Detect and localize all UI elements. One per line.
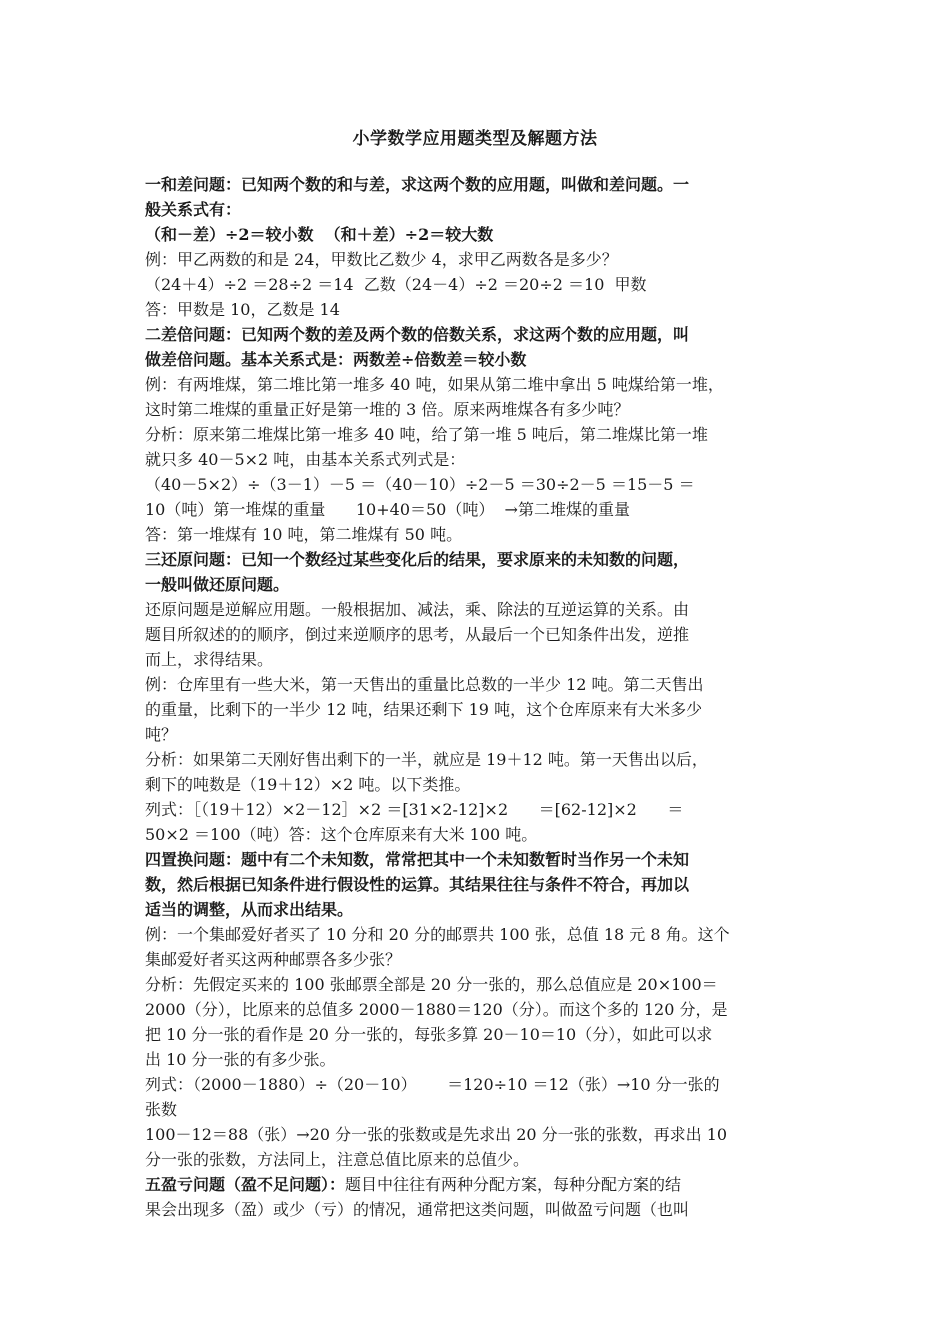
text-line <box>145 1172 813 1197</box>
text-line <box>145 647 813 672</box>
body-text: 出 10 分一张的有多少张。 <box>145 1050 336 1069</box>
text-line <box>145 672 813 697</box>
text-line <box>145 1047 813 1072</box>
body-text: 就只多 40－5×2 吨，由基本关系式列式是： <box>145 450 466 469</box>
body-text: 2000（分），比原来的总值多 2000－1880＝120（分）。而这个多的 120 分，是 <box>145 1000 728 1019</box>
text-line <box>145 372 813 397</box>
text-line <box>145 697 813 722</box>
body-text: 分一张的张数，方法同上，注意总值比原来的总值少。 <box>145 1150 530 1169</box>
bold-text: 二差倍问题：已知两个数的差及两个数的倍数关系，求这两个数的应用题，叫 <box>145 325 690 344</box>
text-line <box>145 1147 813 1172</box>
body-text: 集邮爱好者买这两种邮票各多少张？ <box>145 950 402 969</box>
body-text: 果会出现多（盈）或少（亏）的情况，通常把这类问题，叫做盈亏问题（也叫 <box>145 1200 690 1219</box>
body-text: 50×2 ＝100（吨）答：这个仓库原来有大米 100 吨。 <box>145 825 538 844</box>
body-text: 答：甲数是 10，乙数是 14 <box>145 300 340 319</box>
text-line <box>145 397 813 422</box>
bold-text: （和－差）÷2＝较小数 （和＋差）÷2＝较大数 <box>145 225 494 244</box>
bold-text: 做差倍问题。基本关系式是：两数差÷倍数差＝较小数 <box>145 350 527 369</box>
bold-text: 一般叫做还原问题。 <box>145 575 290 594</box>
body-text: 分析：如果第二天刚好售出剩下的一半，就应是 19＋12 吨。第一天售出以后， <box>145 750 708 769</box>
body-text: 例：仓库里有一些大米，第一天售出的重量比总数的一半少 12 吨。第二天售出 <box>145 675 704 694</box>
text-line <box>145 472 813 497</box>
text-line <box>145 797 813 822</box>
text-line <box>145 972 813 997</box>
body-text: 列式：［（19＋12）×2－12］×2 ＝[31×2-12]×2 ＝[62-12]×2 ＝ <box>145 800 684 819</box>
body-text: （40－5×2）÷（3－1）－5 ＝（40－10）÷2－5 ＝30÷2－5 ＝15－5 ＝ <box>145 475 695 494</box>
body-text: 张数 <box>145 1100 178 1119</box>
bold-text: 适当的调整，从而求出结果。 <box>145 900 354 919</box>
text-line <box>145 497 813 522</box>
body-text: 列式：（2000－1880）÷（20－10） ＝120÷10 ＝12（张）→10 分一张的 <box>145 1075 720 1094</box>
bold-text: 数，然后根据已知条件进行假设性的运算。其结果往往与条件不符合，再加以 <box>145 875 690 894</box>
bold-text: 三还原问题：已知一个数经过某些变化后的结果，要求原来的未知数的问题， <box>145 550 690 569</box>
page-title: 小学数学应用题类型及解题方法 <box>352 129 598 149</box>
body-text: 这时第二堆煤的重量正好是第一堆的 3 倍。原来两堆煤各有多少吨？ <box>145 400 630 419</box>
text-line <box>145 197 813 222</box>
bold-text: 一和差问题：已知两个数的和与差，求这两个数的应用题，叫做和差问题。一 <box>145 175 690 194</box>
body-text: 而上，求得结果。 <box>145 650 274 669</box>
text-line <box>145 1097 813 1122</box>
text-line <box>145 1022 813 1047</box>
text-line <box>145 447 813 472</box>
text-line <box>145 897 813 922</box>
text-line <box>145 1122 813 1147</box>
text-line <box>145 947 813 972</box>
text-line <box>145 1072 813 1097</box>
body-text: 例：一个集邮爱好者买了 10 分和 20 分的邮票共 100 张，总值 18 元 8 角。这个 <box>145 925 730 944</box>
body-text: 例：甲乙两数的和是 24，甲数比乙数少 4，求甲乙两数各是多少？ <box>145 250 618 269</box>
text-line <box>145 297 813 322</box>
text-line <box>145 847 813 872</box>
body-text: 答：第一堆煤有 10 吨，第二堆煤有 50 吨。 <box>145 525 463 544</box>
body-text: 分析：原来第二堆煤比第一堆多 40 吨，给了第一堆 5 吨后，第二堆煤比第一堆 <box>145 425 708 444</box>
text-line <box>145 1197 813 1222</box>
text-line <box>145 772 813 797</box>
body-text: 分析：先假定买来的 100 张邮票全部是 20 分一张的，那么总值应是 20×100＝ <box>145 975 718 994</box>
text-line <box>145 172 813 197</box>
text-line <box>145 597 813 622</box>
text-line <box>145 322 813 347</box>
bold-text: 四置换问题：题中有二个未知数，常常把其中一个未知数暂时当作另一个未知 <box>145 850 690 869</box>
body-text: 100－12＝88（张）→20 分一张的张数或是先求出 20 分一张的张数，再求出 10 <box>145 1125 728 1144</box>
text-line <box>145 247 813 272</box>
text-line <box>145 872 813 897</box>
text-line <box>145 822 813 847</box>
text-line <box>145 997 813 1022</box>
body-text: （24＋4）÷2 ＝28÷2 ＝14 乙数（24－4）÷2 ＝20÷2 ＝10 甲数 <box>145 275 647 294</box>
bold-text: 般关系式有： <box>145 200 242 219</box>
text-line <box>145 347 813 372</box>
body-text: 还原问题是逆解应用题。一般根据加、减法，乘、除法的互逆运算的关系。由 <box>145 600 690 619</box>
body-text: 例：有两堆煤，第二堆比第一堆多 40 吨，如果从第二堆中拿出 5 吨煤给第一堆， <box>145 375 724 394</box>
text-line <box>145 522 813 547</box>
body-text: 题目中往往有两种分配方案，每种分配方案的结 <box>345 1175 682 1194</box>
text-line <box>145 222 813 247</box>
body-text: 把 10 分一张的看作是 20 分一张的，每张多算 20－10＝10（分），如此可以求 <box>145 1025 713 1044</box>
text-line <box>145 747 813 772</box>
text-line <box>145 722 813 747</box>
text-line <box>145 422 813 447</box>
text-line <box>145 272 813 297</box>
body-text: 剩下的吨数是（19＋12）×2 吨。以下类推。 <box>145 775 471 794</box>
body-text: 吨？ <box>145 725 178 744</box>
body-text: 10（吨）第一堆煤的重量 10+40＝50（吨） →第二堆煤的重量 <box>145 500 630 519</box>
text-line <box>145 922 813 947</box>
body-text: 的重量，比剩下的一半少 12 吨，结果还剩下 19 吨，这个仓库原来有大米多少 <box>145 700 703 719</box>
text-line <box>145 547 813 572</box>
text-line <box>145 572 813 597</box>
document-body <box>145 172 813 1222</box>
body-text: 题目所叙述的的顺序，倒过来逆顺序的思考，从最后一个已知条件出发，逆推 <box>145 625 690 644</box>
text-line <box>145 622 813 647</box>
bold-text: 五盈亏问题（盈不足问题）： <box>145 1175 346 1194</box>
